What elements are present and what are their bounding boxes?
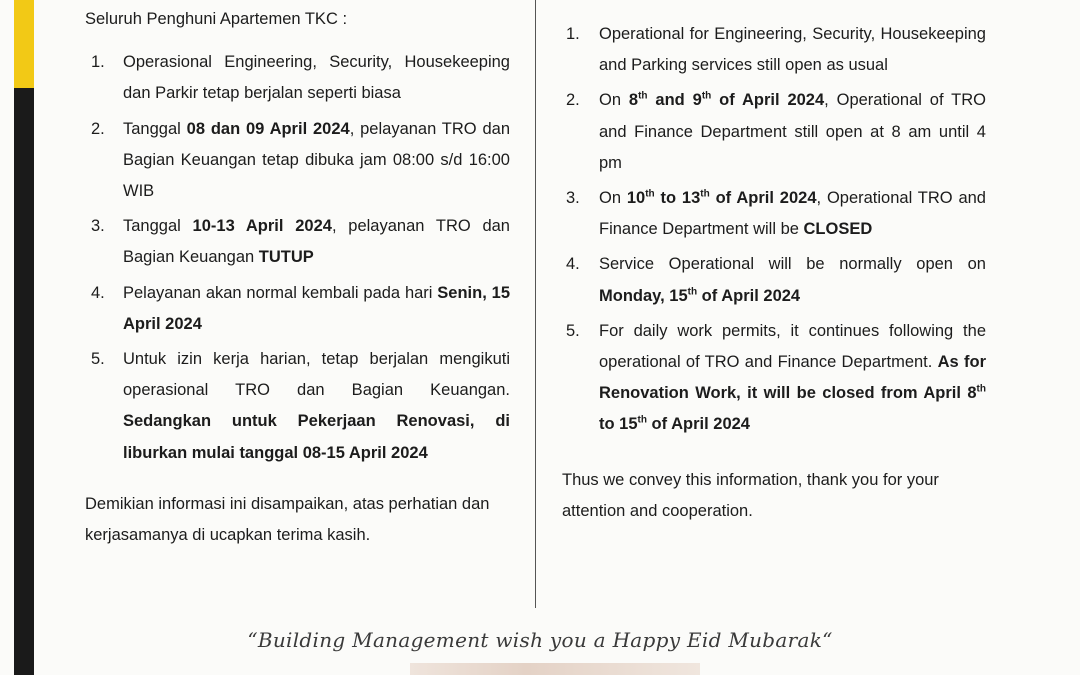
column-divider — [535, 0, 536, 608]
closing-text: Thus we convey this information, thank you for your attention and cooperation. — [562, 470, 939, 520]
indonesian-list — [85, 47, 510, 469]
list-item: 4. Pelayanan akan normal kembali pada hari Senin, 15 April 2024 — [91, 283, 510, 333]
english-column — [562, 19, 986, 527]
eid-greeting: “Building Management wish you a Happy Eid Mubarak“ — [247, 628, 833, 652]
list-item: 1. Operasional Engineering, Security, Housekeeping dan Parkir tetap berjalan seperti biasa — [91, 53, 510, 103]
list-item: 1. Operational for Engineering, Security, Housekeeping and Parking services still open as usual — [566, 25, 986, 75]
footer-photo — [410, 663, 700, 675]
list-item: 5. For daily work permits, it continues following the operational of TRO and Finance Department. As for Renovation Work, it will be closed from April 8th to 15th of April 2024 — [566, 321, 987, 434]
list-item: 4. Service Operational will be normally open on Monday, 15th of April 2024 — [566, 255, 986, 305]
english-list — [562, 19, 986, 441]
list-item: 3. Tanggal 10-13 April 2024, pelayanan TRO dan Bagian Keuangan TUTUP — [91, 217, 510, 267]
closing-text: Demikian informasi ini disampaikan, atas perhatian dan kerjasamanya di ucapkan terima kasih. — [85, 494, 490, 545]
list-item: 3. On 10th to 13th of April 2024, Operational TRO and Finance Department will be CLOSED — [566, 188, 986, 239]
indonesian-column — [85, 4, 510, 551]
side-band-yellow — [14, 0, 34, 88]
side-band-black — [14, 88, 34, 675]
greeting-text: Seluruh Penghuni Apartemen TKC : — [85, 10, 348, 28]
list-item: 5. Untuk izin kerja harian, tetap berjalan mengikuti operasional TRO dan Bagian Keuangan. Sedangkan untuk Pekerjaan Renovasi, di liburkan mulai tanggal 08-15 April 2024 — [91, 350, 510, 462]
list-item: 2. Tanggal 08 dan 09 April 2024, pelayanan TRO dan Bagian Keuangan tetap dibuka jam 08:00 s/d 16:00 WIB — [91, 119, 510, 201]
list-item: 2. On 8th and 9th of April 2024, Operational of TRO and Finance Department still open at 8 am until 4 pm — [566, 90, 986, 172]
